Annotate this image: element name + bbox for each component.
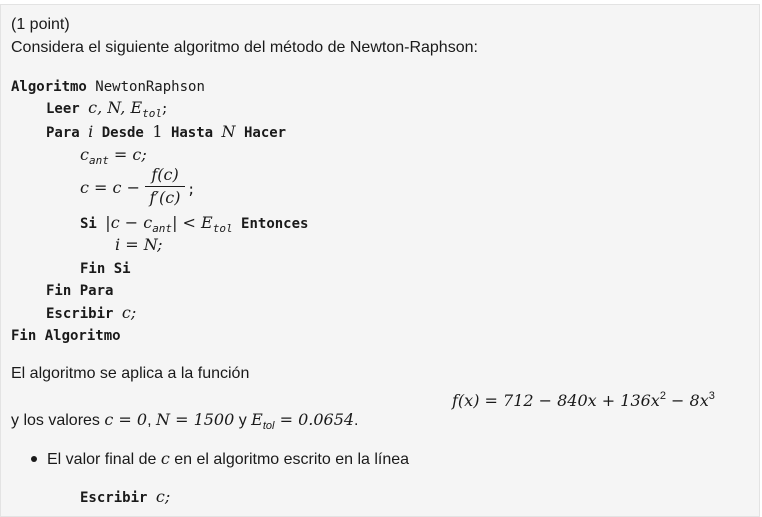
write-keyword: Escribir — [46, 306, 114, 322]
e-value-lhs: E — [251, 410, 263, 429]
from-keyword: Desde — [101, 125, 144, 141]
if-cond-sub: ant — [152, 222, 173, 235]
if-keyword: Si — [80, 216, 97, 232]
algorithm-keyword: Algoritmo — [11, 79, 87, 95]
bullet-var: c — [160, 449, 170, 468]
cant-lhs: c — [80, 145, 89, 164]
to-keyword: Hasta — [170, 125, 214, 141]
algorithm-header — [11, 78, 205, 96]
bullet-text: El valor final de c en el algoritmo escrito en la línea — [47, 449, 410, 468]
derivative-fraction — [145, 165, 185, 208]
endif-line: Fin Si — [80, 261, 131, 277]
if-cond-sub2: tol — [212, 222, 233, 235]
read-vars: c, N, E — [88, 98, 143, 117]
read-vars-sub: tol — [142, 107, 162, 120]
do-keyword: Hacer — [243, 125, 287, 141]
read-line: Leer c, N, $E_{tol}$; — [46, 98, 168, 120]
then-keyword: Entonces — [241, 216, 309, 232]
algorithm-name: NewtonRaphson — [95, 79, 205, 95]
end-algorithm-line: Fin Algoritmo — [11, 328, 121, 344]
values-line: y los valores c = 0, N = 1500 y $E_{tol} = 0.0654$. — [11, 410, 359, 432]
assign-line: i = N; — [115, 235, 163, 254]
fraction-numerator: f(c) — [151, 165, 179, 184]
endfor-line: Fin Para — [46, 283, 114, 299]
read-keyword: Leer — [46, 101, 80, 117]
if-cond-b: | < E — [172, 213, 213, 232]
from-value: 1 — [152, 122, 163, 141]
function-expression: $f(x) = 712 - 840x + 136x^2 - 8x^3$ — [452, 390, 715, 410]
for-keyword: Para — [46, 125, 80, 141]
for-variable: i — [88, 122, 94, 141]
write-line-reference: Escribir c; — [80, 487, 171, 506]
cant-rhs: = c; — [108, 145, 147, 164]
fraction-denominator: f′(c) — [149, 188, 181, 207]
update-semicolon: ; — [187, 182, 196, 198]
bullet-dot — [31, 456, 37, 462]
write-var: c; — [121, 303, 137, 322]
for-line — [46, 123, 286, 142]
c-value: c = 0 — [104, 410, 148, 429]
points-label: (1 point) — [11, 16, 70, 33]
update-line-lhs: c = c − — [80, 178, 140, 197]
cant-line — [80, 146, 147, 170]
function-intro: El algoritmo se aplica a la función — [11, 365, 250, 382]
to-value: N — [221, 122, 236, 141]
if-cond-a: |c − c — [105, 213, 153, 232]
n-value: N = 1500 — [155, 410, 235, 429]
cant-sub: ant — [88, 154, 109, 167]
question-intro: Considera el siguiente algoritmo del método de Newton-Raphson: — [11, 39, 478, 56]
e-value-rhs: = 0.0654 — [274, 410, 355, 429]
fraction-bar — [145, 186, 185, 187]
write-line-algorithm — [46, 304, 136, 323]
